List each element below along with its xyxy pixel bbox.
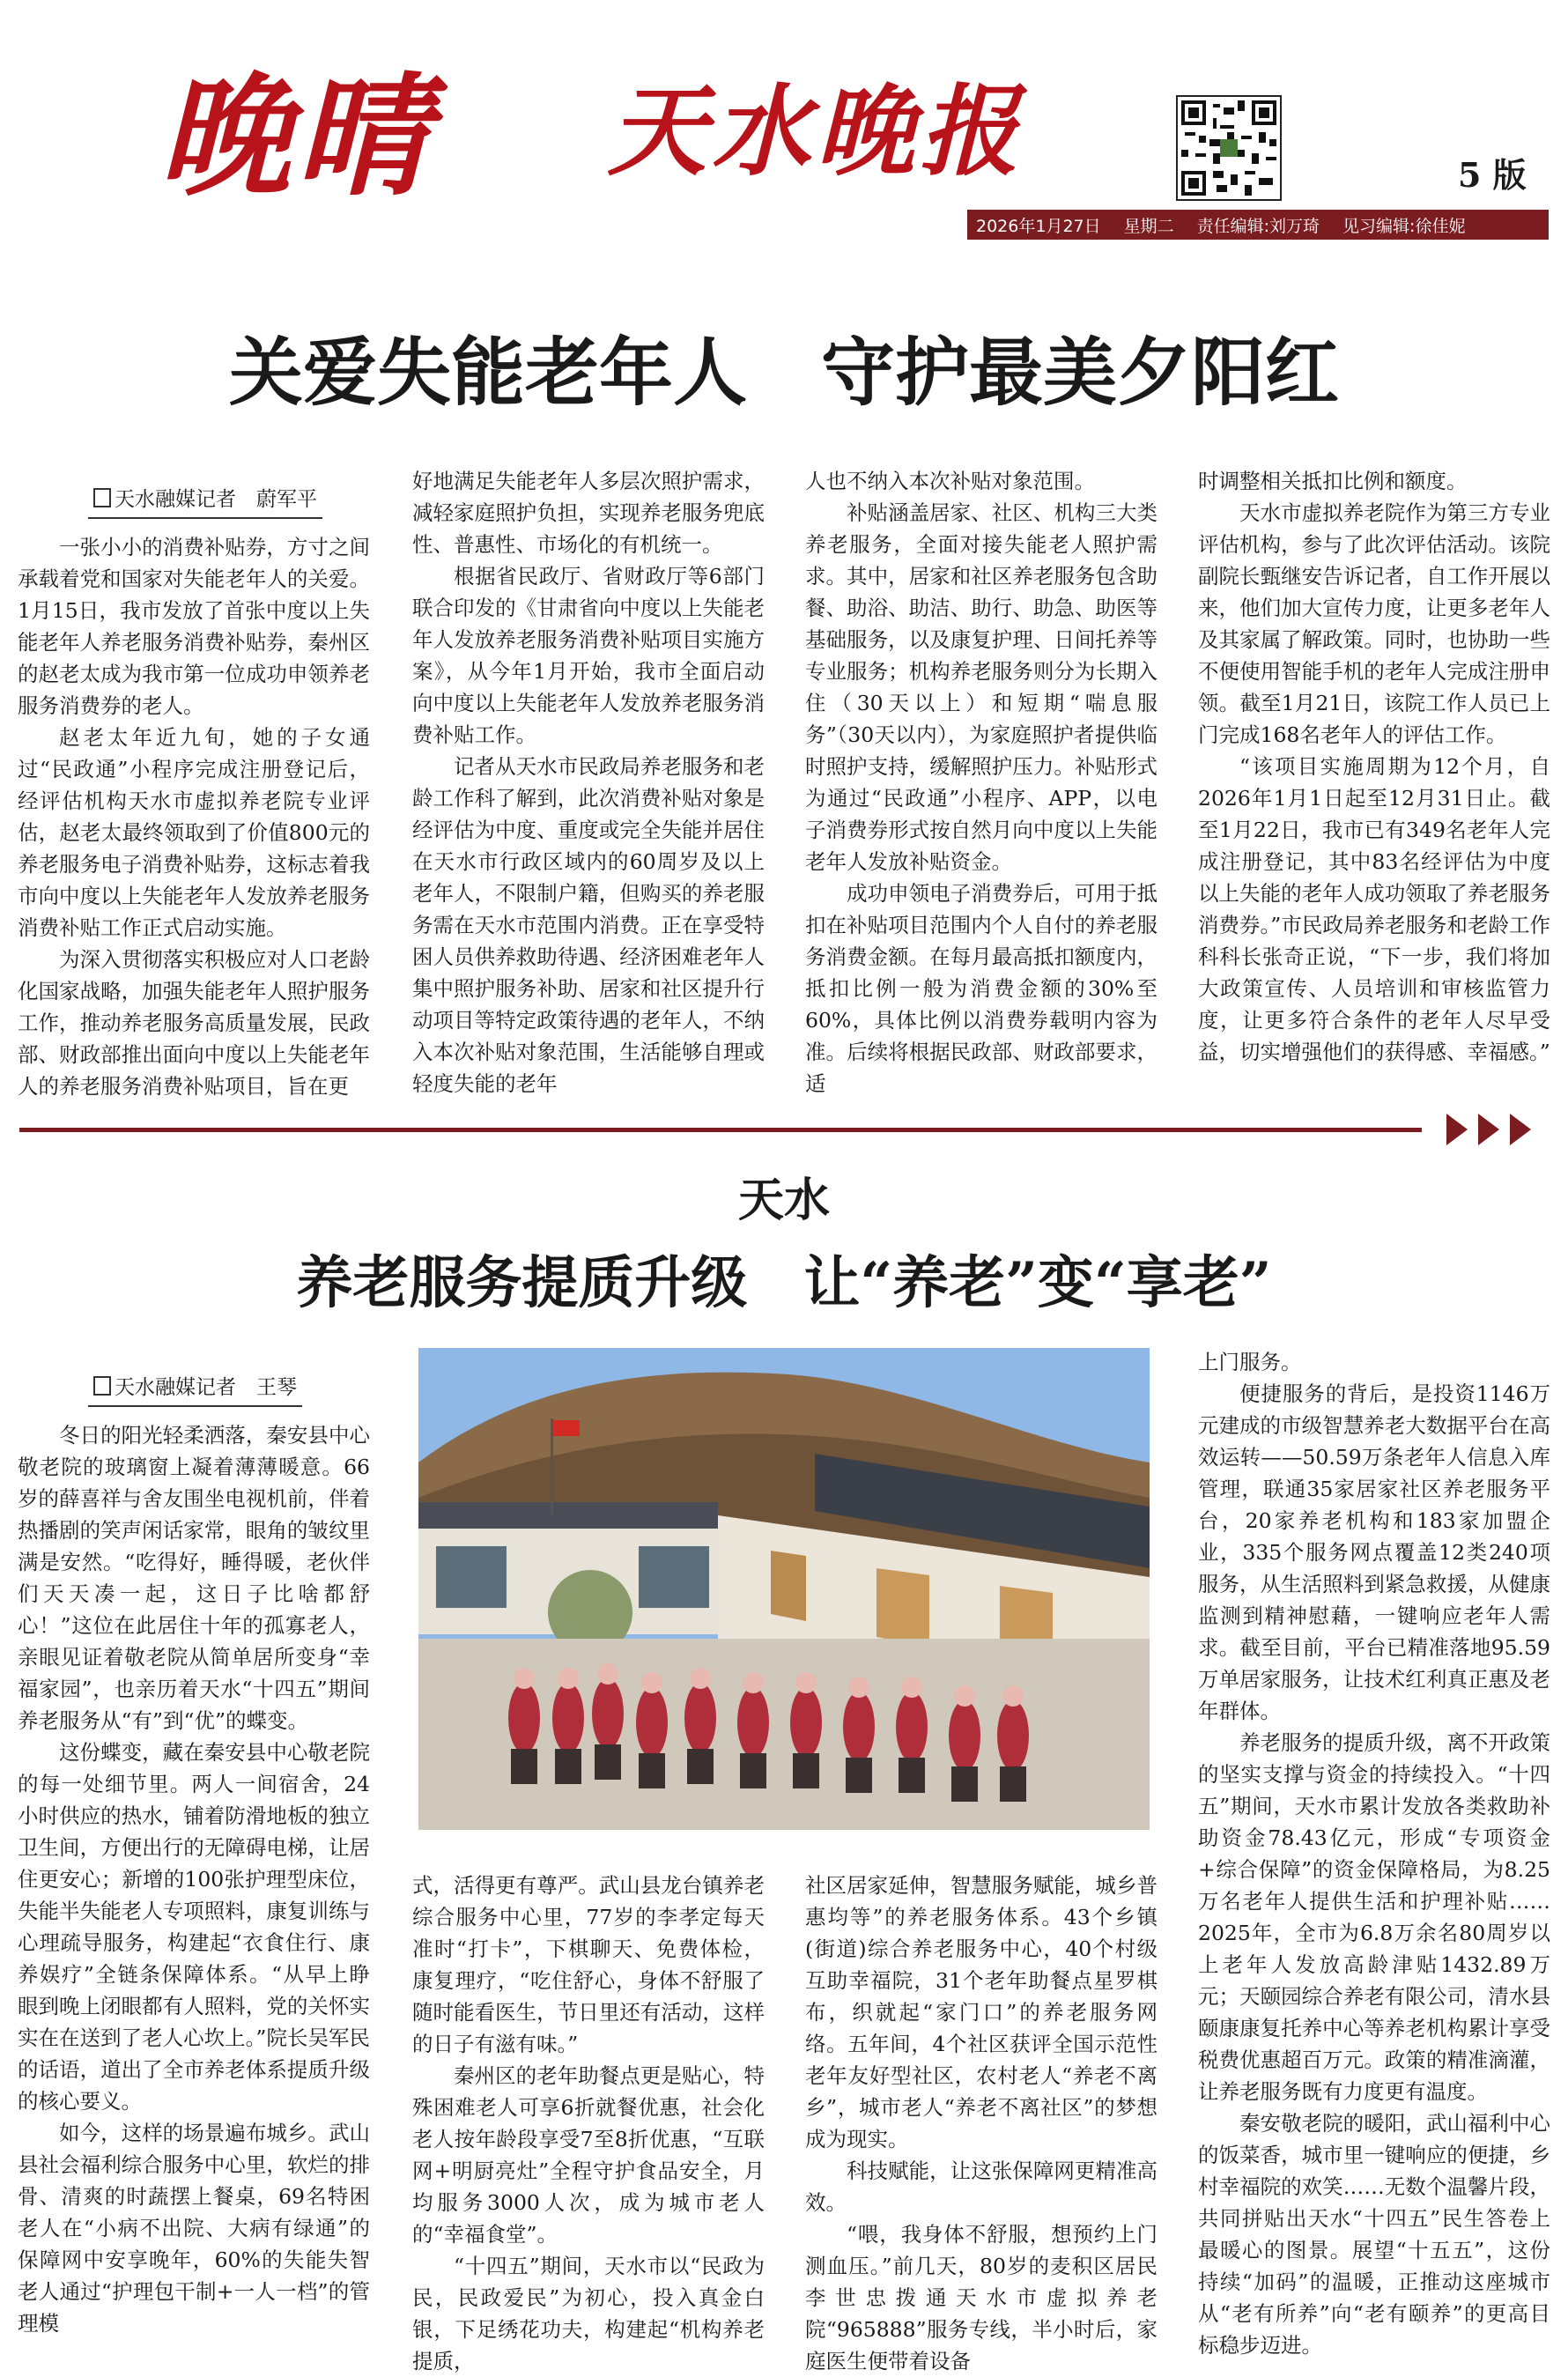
paragraph: 根据省民政厅、省财政厅等6部门联合印发的《甘肃省向中度以上失能老年人发放养老服务消费补贴项目实施方案》，从今年1月开始，我市全面启动向中度以上失能老年人发放养老服务消费补贴工作。 (412, 564, 765, 747)
arrow-right-icon (1478, 1114, 1499, 1145)
article1-column-3 (805, 465, 1158, 1101)
paragraph: 秦安敬老院的暖阳，武山福利中心的饭菜香，城市里一键响应的便捷，乡村幸福院的欢笑……无数个温馨片段，共同拼贴出天水“十四五”民生答卷上最暖心的图景。展望“十五五”，这份持续“加码”的温暖，正推动这座城市从“老有所养”向“老有颐养”的更高目标稳步迈进。 (1198, 2111, 1550, 2358)
paragraph: “十四五”期间，天水市以“民政为民，民政爱民”为初心，投入真金白银，下足绣花功夫，构建起“机构养老提质， (412, 2254, 765, 2373)
trainee-editor: 见习编辑:徐佳妮 (1342, 216, 1466, 236)
article1-byline (88, 484, 322, 519)
paragraph: 赵老太年近九旬，她的子女通过“民政通”小程序完成注册登记后，经评估机构天水市虚拟养老院专业评估，赵老太最终领取到了价值800元的养老服务电子消费补贴券，这标志着我市向中度以上失能老年人发放养老服务消费补贴工作正式启动实施。 (18, 725, 370, 940)
paragraph: 冬日的阳光轻柔洒落，秦安县中心敬老院的玻璃窗上凝着薄薄暖意。66岁的薛喜祥与舍友围坐电视机前，伴着热播剧的笑声闲话家常，眼角的皱纹里满是安然。“吃得好，睡得暖，老伙伴们天天凑一起，这日子比啥都舒心！”这位在此居住十年的孤寡老人，亲眼见证着敬老院从简单居所变身“幸福家园”，也亲历着天水“十四五”期间养老服务从“有”到“优”的蝶变。 (18, 1423, 370, 1733)
issue-weekday: 星期二 (1123, 216, 1174, 236)
paragraph: 天水市虚拟养老院作为第三方专业评估机构，参与了此次评估活动。该院副院长甄继安告诉记者，自工作开展以来，他们加大宣传力度，让更多老年人及其家属了解政策。同时，也协助一些不便使用智能手机的老年人完成注册申领。截至1月21日，该院工作人员已上门完成168名老年人的评估工作。 (1198, 500, 1550, 747)
article2-column-3 (805, 1870, 1158, 2373)
byline-text: 天水融媒记者 蔚军平 (115, 488, 317, 511)
paragraph: 时调整相关抵扣比例和额度。 (1198, 469, 1468, 493)
paragraph: 补贴涵盖居家、社区、机构三大类养老服务，全面对接失能老人照护需求。其中，居家和社区养老服务包含助餐、助浴、助洁、助行、助急、助医等基础服务，以及康复护理、日间托养等专业服务；机构养老服务则分为长期入住（30天以上）和短期“喘息服务”（30天以内），为家庭照护者提供临时照护支持，缓解照护压力。补贴形式为通过“民政通”小程序、APP，以电子消费券形式按自然月向中度以上失能老年人发放补贴资金。 (805, 500, 1158, 874)
paragraph: 秦州区的老年助餐点更是贴心，特殊困难老人可享6折就餐优惠，社会化老人按年龄段享受7至8折优惠，“互联网+明厨亮灶”全程守护食品安全，月均服务3000人次，成为城市老人的“幸福食堂”。 (412, 2063, 765, 2247)
issue-info-bar (967, 210, 1549, 240)
paragraph: 成功申领电子消费券后，可用于抵扣在补贴项目范围内个人自付的养老服务消费金额。在每月最高抵扣额度内，抵扣比例一般为消费金额的30%至60%，具体比例以消费券载明内容为准。后续将根据民政部、财政部要求，适 (805, 881, 1158, 1096)
paragraph: 上门服务。 (1198, 1350, 1302, 1374)
edition-number: 5 版 (1458, 155, 1527, 195)
elderly-courtyard-photo (418, 1348, 1150, 1830)
section-divider (19, 1128, 1422, 1132)
paragraph: 便捷服务的背后，是投资1146万元建成的市级智慧养老大数据平台在高效运转——50.59万条老年人信息入库管理，联通35家居家社区养老服务平台，20家养老机构和183家加盟企业，335个服务网点覆盖12类240项服务，从生活照料到紧急救援，从健康监测到精神慰藉，一键响应老年人需求。截至目前，平台已精准落地95.59万单居家服务，让技术红利真正惠及老年群体。 (1198, 1381, 1550, 1723)
arrow-right-icon (1446, 1114, 1468, 1145)
article1-column-4 (1198, 465, 1550, 1101)
issue-date: 2026年1月27日 (976, 216, 1101, 236)
paragraph: 养老服务的提质升级，离不开政策的坚实支撑与资金的持续投入。“十四五”期间，天水市累计发放各类救助补助资金78.43亿元，形成“专项资金+综合保障”的资金保障格局，为8.25万名老年人提供生活和护理补贴……2025年，全市为6.8万余名80周岁以上老年人发放高龄津贴1432.89万元；天颐园综合养老有限公司，清水县颐康康复托养中心等养老机构累计享受税费优惠超百万元。政策的精准滴灌，让养老服务既有力度更有温度。 (1198, 1730, 1550, 2104)
paragraph: 这份蝶变，藏在秦安县中心敬老院的每一处细节里。两人一间宿舍，24小时供应的热水，铺着防滑地板的独立卫生间，方便出行的无障碍电梯，让居住更安心；新增的100张护理型床位，失能半失能老人专项照料，康复训练与心理疏导服务，构建起“衣食住行、康养娱疗”全链条保障体系。“从早上睁眼到晚上闭眼都有人照料，党的关怀实实在在送到了老人心坎上。”院长吴军民的话语，道出了全市养老体系提质升级的核心要义。 (18, 1740, 370, 2114)
article2-headline: 养老服务提质升级 让“养老”变“享老” (296, 1250, 1272, 1316)
article2-kicker: 天水 (737, 1174, 830, 1227)
paragraph: 为深入贯彻落实积极应对人口老龄化国家战略，加强失能老年人照护服务工作，推动养老服务高质量发展，民政部、财政部推出面向中度以上失能老年人的养老服务消费补贴项目，旨在更 (18, 947, 370, 1099)
checkbox-icon (93, 488, 111, 507)
article1-headline: 关爱失能老年人 守护最美夕阳红 (228, 329, 1339, 416)
paragraph: 社区居家延伸，智慧服务赋能，城乡普惠均等”的养老服务体系。43个乡镇(街道)综合养老服务中心，40个村级互助幸福院，31个老年助餐点星罗棋布，织就起“家门口”的养老服务网络。五年间，4个社区获评全国示范性老年友好型社区，农村老人“养老不离乡”，城市老人“养老不离社区”的梦想成为现实。 (805, 1873, 1158, 2151)
paragraph: “该项目实施周期为12个月，自2026年1月1日起至12月31日止。截至1月22日，我市已有349名老年人完成注册登记，其中83名经评估为中度以上失能的老年人成功领取了养老服务消费券。”市民政局养老服务和老龄工作科科长张奇正说，“下一步，我们将加大政策宣传、人员培训和审核监管力度，让更多符合条件的老年人尽早受益，切实增强他们的获得感、幸福感。” (1198, 754, 1550, 1064)
newspaper-logo: 天水晚报 (608, 74, 1024, 189)
arrow-right-icon (1510, 1114, 1531, 1145)
qr-code-icon[interactable] (1176, 95, 1282, 201)
article2-column-2 (412, 1870, 765, 2373)
article1-column-2 (412, 465, 765, 1101)
paragraph: 式，活得更有尊严。武山县龙台镇养老综合服务中心里，77岁的李孝定每天准时“打卡”，下棋聊天、免费体检，康复理疗，“吃住舒心，身体不舒服了随时能看医生，节日里还有活动，这样的日子有滋有味。” (412, 1873, 765, 2056)
paragraph: “喂，我身体不舒服，想预约上门测血压。”前几天，80岁的麦积区居民李世忠拨通天水市虚拟养老院“965888”服务专线，半小时后，家庭医生便带着设备 (805, 2222, 1158, 2373)
paragraph: 科技赋能，让这张保障网更精准高效。 (805, 2159, 1158, 2215)
checkbox-icon (93, 1376, 111, 1396)
article1-column-1 (18, 483, 370, 1101)
article2-byline (88, 1372, 302, 1407)
paragraph: 一张小小的消费补贴券，方寸之间承载着党和国家对失能老年人的关爱。1月15日，我市发放了首张中度以上失能老年人养老服务消费补贴券，秦州区的赵老太成为我市第一位成功申领养老服务消费券的老人。 (18, 535, 370, 718)
article2-column-1 (18, 1371, 370, 2349)
paragraph: 好地满足失能老年人多层次照护需求，减轻家庭照护负担，实现养老服务兜底性、普惠性、市场化的有机统一。 (412, 469, 765, 557)
responsible-editor: 责任编辑:刘万琦 (1196, 216, 1320, 236)
article2-column-4 (1198, 1346, 1550, 2358)
paragraph: 如今，这样的场景遍布城乡。武山县社会福利综合服务中心里，软烂的排骨、清爽的时蔬摆上餐桌，69名特困老人在“小病不出院、大病有绿通”的保障网中安享晚年，60%的失能失智老人通过“护理包干制+一人一档”的管理模 (18, 2121, 370, 2336)
byline-text: 天水融媒记者 王琴 (115, 1376, 297, 1399)
section-title: 晚晴 (159, 59, 434, 214)
divider-arrows (1446, 1114, 1531, 1145)
paragraph: 记者从天水市民政局养老服务和老龄工作科了解到，此次消费补贴对象是经评估为中度、重度或完全失能并居住在天水市行政区域内的60周岁及以上老年人，不限制户籍，但购买的养老服务需在天水市范围内消费。正在享受特困人员供养救助待遇、经济困难老年人集中照护服务补助、居家和社区提升行动项目等特定政策待遇的老年人，不纳入本次补贴对象范围，生活能够自理或轻度失能的老年 (412, 754, 765, 1096)
paragraph: 人也不纳入本次补贴对象范围。 (805, 469, 1095, 493)
